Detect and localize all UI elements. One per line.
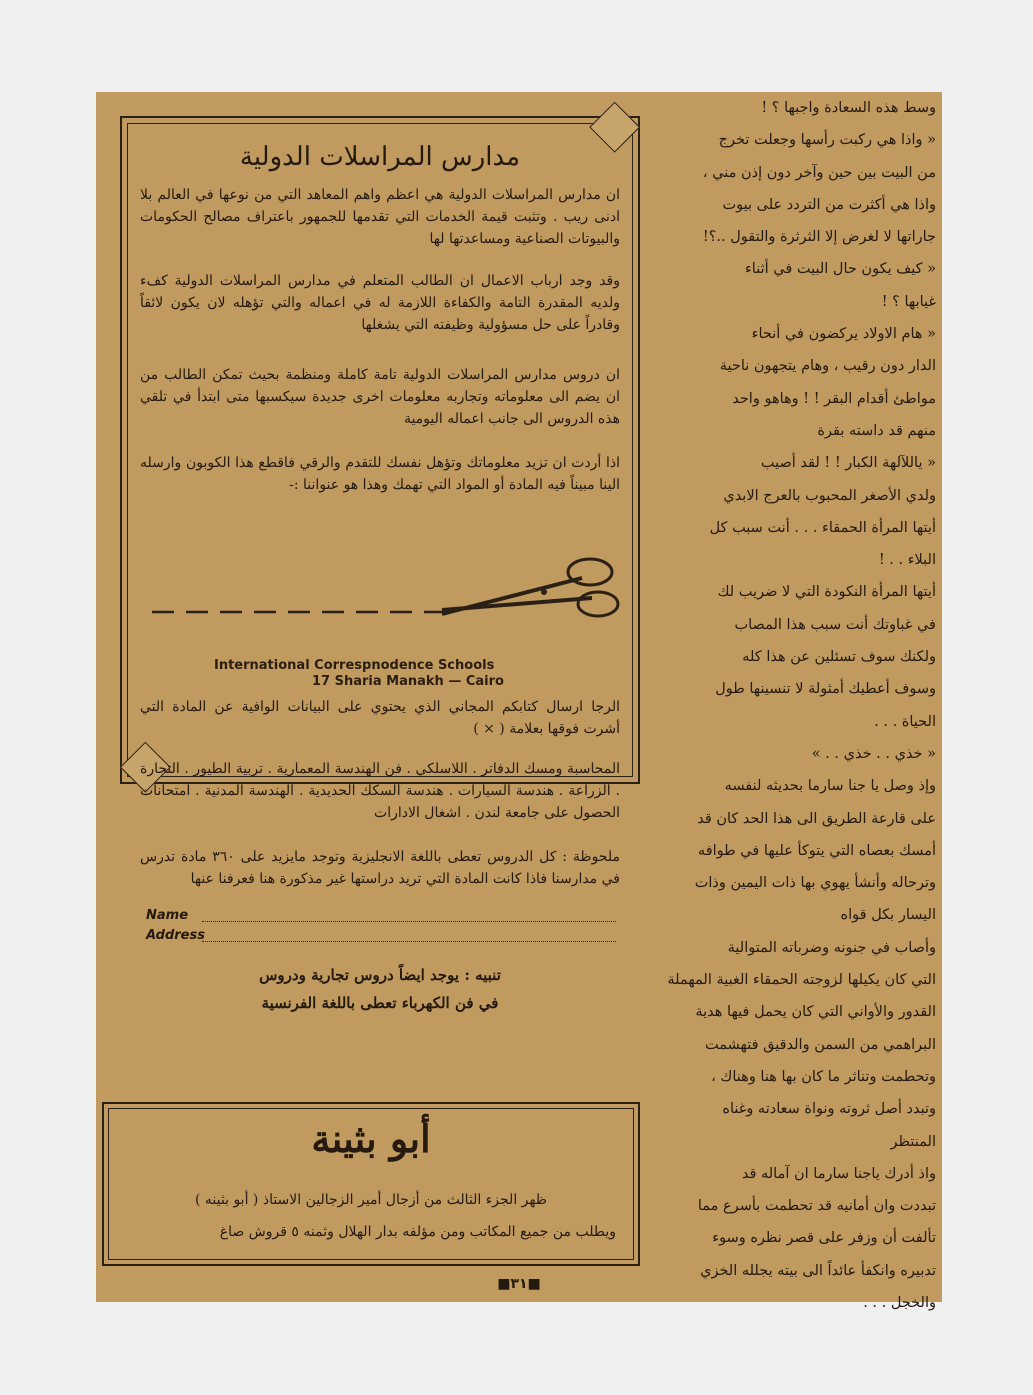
story-line: الدار دون رقيب ، وهام يتجهون ناحية	[719, 358, 936, 375]
correspondence-schools-ad	[120, 116, 640, 1012]
ad-notice-line: تنبيه : يوجد ايضاً دروس تجارية ودروس	[259, 966, 501, 984]
story-line: المنتظر	[890, 1133, 936, 1150]
story-column	[651, 92, 936, 1311]
name-label: Name	[146, 908, 189, 923]
ad2-text: ظهر الجزء الثالث من أزجال أمير الزجالين الاستاذ ( أبو بثينه )	[195, 1192, 547, 1208]
story-line: والخجل . . .	[863, 1294, 936, 1311]
story-line: تبددت وان أمانيه قد تحطمت بأسرع مما	[697, 1198, 936, 1215]
ad-title: مدارس المراسلات الدولية	[239, 142, 521, 172]
story-line: منهم قد داسته بقرة	[817, 422, 936, 439]
ad-notice-line: في فن الكهرباء تعطى باللغة الفرنسية	[261, 994, 499, 1012]
name-dotted-line	[202, 921, 616, 922]
story-line: البراهمي من السمن والدقيق فتهشمت	[704, 1036, 936, 1053]
story-line: وأصاب في جنونه وضرباته المتوالية	[727, 939, 936, 956]
coupon-address-field[interactable]	[146, 928, 616, 946]
story-line: تدبيره وانكفأ عائداً الى بيته يجلله الخزي	[700, 1262, 936, 1279]
story-line: وتحطمت وتناثر ما كان بها هنا وهناك ،	[711, 1068, 936, 1085]
story-line: غيابها ؟ !	[881, 293, 936, 310]
address-label: Address	[146, 928, 205, 943]
ad2-title: أبو بثينة	[311, 1116, 431, 1161]
story-line: وسوف أعطيك أمثولة لا تنسينها طول	[715, 681, 936, 698]
story-line: « خذي . . خذي . . »	[811, 745, 936, 762]
story-line: وإذ وصل يا جنا سارما بحديثه لنفسه	[724, 778, 936, 795]
story-line: في غباوتك أنت سبب هذا المصاب	[734, 616, 936, 633]
magazine-page	[96, 92, 942, 1311]
school-address-english: 17 Sharia Manakh — Cairo	[312, 674, 504, 689]
story-line: « كيف يكون حال البيت في أثناء	[744, 261, 936, 278]
ad2-text: ويطلب من جميع المكاتب ومن مؤلفه بدار الهلال وثمنه ٥ قروش صاغ	[219, 1224, 616, 1240]
story-line: البلاء . . !	[878, 552, 936, 569]
story-line: أيتها المرأة النكودة التي لا ضريب لك	[717, 584, 936, 601]
story-line: تألفت أن وزفر على قصر نظره وسوء	[712, 1230, 936, 1247]
ad-paragraph: ان دروس مدارس المراسلات الدولية تامة كاملة ومنظمة بحيث تمكن الطالب من ان يضم الى معلوماته وتجاربه معلومات اخرى جديدة سيكسبها متى ابتدأ في تلقي هذه الدروس الى جانب اعماله اليومية	[140, 367, 620, 427]
coupon-request-text: الرجا ارسال كتابكم المجاني الذي يحتوي على البيانات الوافية عن المادة التي أشرت فوقها بعلامة ( × )	[140, 699, 620, 737]
story-line: القدور والأواني التي كان يحمل فيها هدية	[695, 1004, 936, 1021]
subjects-list: المحاسبة ومسك الدفاتر . اللاسلكي . فن الهندسة المعمارية . تربية الطيور . التجارة . الزراعة . هندسة السيارات . هندسة السكك الحديدية . الهندسة المدنية . امتحانات الحصول على جامعة لندن . اشغال الادارات	[140, 761, 620, 821]
story-line: التي كان يكيلها لزوجته الحمقاء الغبية المهملة	[667, 972, 936, 989]
ad-note: ملحوظة : كل الدروس تعطى باللغة الانجليزية وتوجد مايزيد على ٣٦٠ مادة تدرس في مدارسنا فاذا كانت المادة التي تريد دراستها غير مذكورة هنا فعرفنا عنها	[140, 849, 620, 887]
story-line: وترحاله وأنشأ يهوي بها ذات اليمين وذات	[694, 875, 936, 892]
coupon-name-field[interactable]	[146, 908, 616, 926]
story-line: جاراتها لا لغرض إلا الثرثرة والتقول ..؟!	[702, 229, 936, 246]
story-line: « واذا هي ركبت رأسها وجعلت تخرج	[718, 132, 936, 149]
story-line: « ياللآلهة الكبار ! ! لقد أصيب	[760, 455, 936, 472]
story-line: « هام الاولاد يركضون في أنحاء	[751, 326, 936, 343]
story-line: وتبدد أصل ثروته ونواة سعادته وغناه	[722, 1101, 936, 1118]
story-line: ولدي الأصغر المحبوب بالعرج الابدي	[723, 487, 936, 504]
story-line: أيتها المرأة الحمقاء . . . أنت سبب كل	[709, 519, 936, 536]
story-line: واذا هي أكثرت من التردد على بيوت	[722, 196, 936, 213]
abu-buthaina-ad	[102, 1102, 640, 1266]
ad-paragraph: وقد وجد ارباب الاعمال ان الطالب المتعلم في مدارس المراسلات الدولية كفء ولديه المقدرة التامة والكفاءة اللازمة له في اعماله والتي تؤهله لان يكون لائقاً وقادراً على حل مسؤولية وظيفته التي يشغلها	[140, 273, 620, 333]
school-name-english: International Correspnodence Schools	[214, 658, 495, 673]
ad-paragraph: ان مدارس المراسلات الدولية هي اعظم واهم المعاهد التي من نوعها في العالم بلا ادنى ريب . وتثبت قيمة الخدمات التي تقدمها للجمهور باعتراف مصالح الحكومات والبيوتات الصناعية ومساعدتها لها	[140, 187, 620, 247]
story-line: مواطئ أقدام البقر ! ! وهاهو واحد	[732, 390, 936, 407]
page-number: ■٣١■	[497, 1276, 541, 1292]
story-line: على قارعة الطريق الى هذا الحد كان قد	[697, 810, 936, 827]
story-line: واذ أدرك ياجنا سارما ان آماله قد	[741, 1165, 936, 1182]
scissors-cut-line-icon	[152, 548, 622, 628]
story-line: اليسار بكل قواه	[840, 907, 936, 924]
story-line: أمسك بعصاه التي يتوكأ عليها في طوافه	[697, 842, 936, 859]
story-line: ولكنك سوف تسئلين عن هذا كله	[742, 649, 936, 666]
story-line: من البيت بين حين وآخر دون إذن مني ،	[702, 164, 936, 181]
story-line: الحياة . . .	[874, 713, 936, 730]
story-line: وسط هذه السعادة واجبها ؟ !	[761, 100, 936, 116]
ad-paragraph: اذا أردت ان تزيد معلوماتك وتؤهل نفسك للتقدم والرقي فاقطع هذا الكوبون وارسله الينا مبيناً فيه المادة أو المواد التي تهمك وهذا هو عنواننا :-	[140, 455, 620, 493]
address-dotted-line	[202, 941, 616, 942]
